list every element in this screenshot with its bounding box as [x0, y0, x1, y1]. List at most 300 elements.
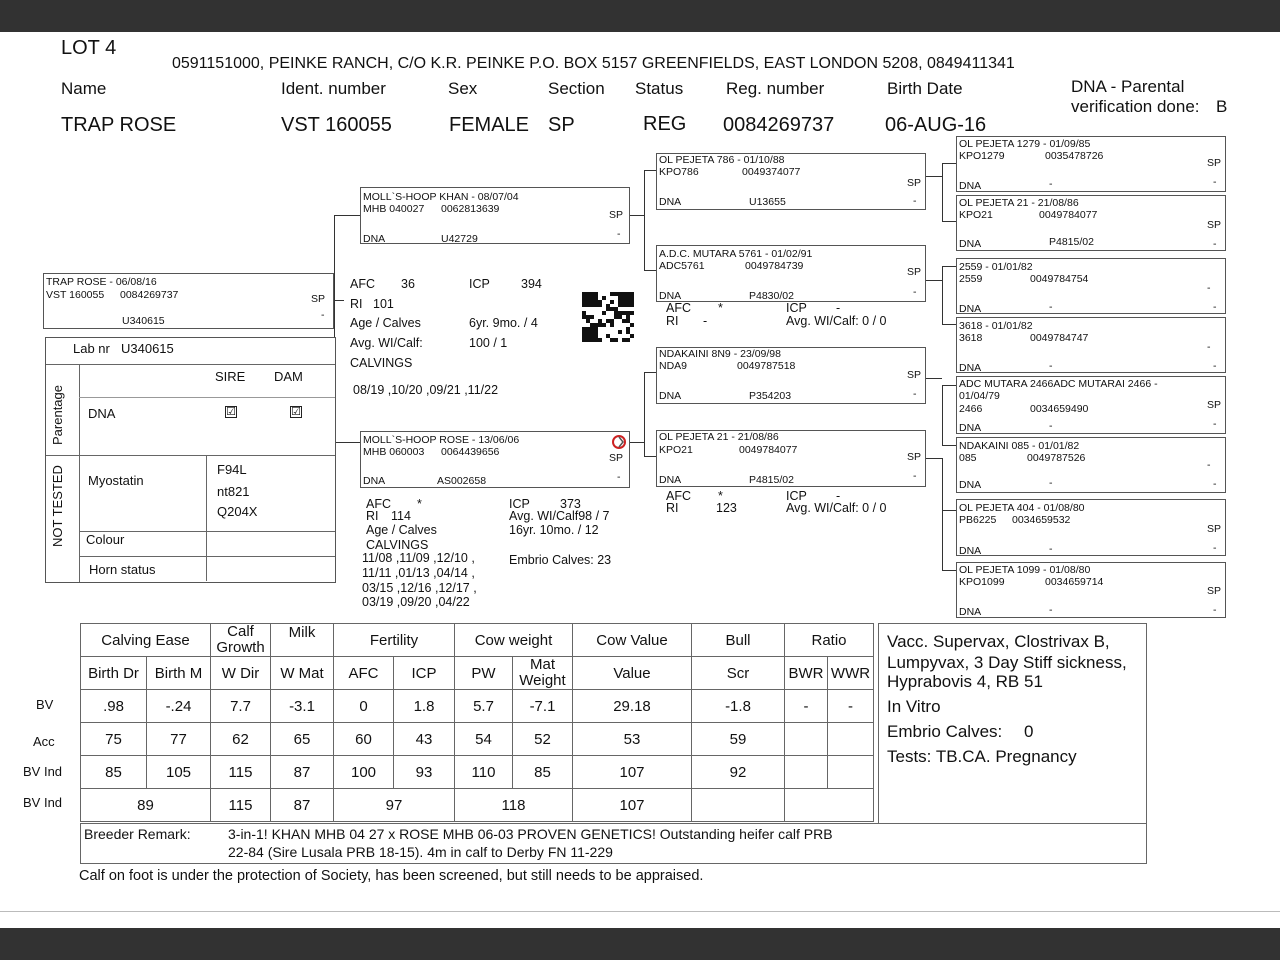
col-birth-dr: Birth Dr: [81, 657, 147, 690]
myostatin-value: nt821: [217, 484, 250, 499]
ggp-title-2: 01/04/79: [959, 390, 1000, 402]
great-grandparent-box: [956, 562, 1226, 618]
lab-dam-header: DAM: [274, 369, 303, 384]
gp-icp-label: ICP: [786, 489, 807, 503]
gp-dna-label: DNA: [659, 290, 682, 302]
dna-verification-value: B: [1216, 97, 1228, 116]
dam-age: 16yr. 10mo. / 12: [509, 523, 599, 537]
breeder-remark-box: [80, 823, 1147, 864]
ggp-id: 2466: [959, 403, 983, 415]
lab-nr-label: Lab nr: [73, 341, 110, 356]
connector: [630, 442, 644, 443]
ggp-title: 2559 - 01/01/82: [959, 261, 1033, 273]
ggp-title: NDAKAINI 085 - 01/01/82: [959, 440, 1080, 452]
gp-title: NDAKAINI 8N9 - 23/09/98: [659, 348, 781, 360]
gp-section: SP: [907, 451, 922, 463]
animal-box: [43, 273, 334, 329]
col-w-mat: W Mat: [271, 657, 334, 690]
col-mat-weight-a: Mat: [529, 656, 555, 673]
gp-id: KPO21: [659, 444, 693, 456]
ggp-dna-label: DNA: [959, 606, 982, 618]
label-birth: Birth Date: [887, 79, 963, 98]
dam-id: MHB 060003: [363, 446, 425, 458]
lab-nr-value: U340615: [121, 341, 174, 356]
animal-box-section: SP: [311, 293, 326, 305]
sire-ri-label: RI: [350, 297, 363, 311]
row-label-bv-ind: BV Ind: [23, 764, 63, 779]
ggp-section: SP: [1207, 219, 1222, 231]
gp-dna-label: DNA: [659, 390, 682, 402]
dam-age-label: Age / Calves: [366, 523, 437, 537]
bv-ind-cell: [785, 756, 828, 789]
acc-cell: 43: [394, 723, 455, 756]
animal-box-reg: 0084269737: [120, 289, 179, 301]
animal-box-title: TRAP ROSE - 06/08/16: [46, 276, 157, 288]
ggp-dna: -: [1049, 604, 1053, 616]
lab-sire-header: SIRE: [215, 369, 246, 384]
ggp-reg: 0049784754: [1030, 273, 1089, 285]
top-bar: [0, 0, 1280, 32]
great-grandparent-box: [956, 136, 1226, 192]
gp-dash: -: [913, 195, 917, 207]
ggp-dna: P4815/02: [1049, 236, 1094, 248]
qr-code-icon: [582, 292, 634, 342]
sire-dna-label: DNA: [363, 233, 386, 245]
col-mat-weight-b: Weight: [519, 672, 566, 689]
ggp-title: ADC MUTARA 2466ADC MUTARAI 2466 -: [959, 378, 1158, 390]
vaccination-3: Hyprabovis 4, RB 51: [887, 672, 1043, 691]
connector: [926, 280, 942, 281]
gp-dna: U13655: [749, 196, 786, 208]
bv-cell: -.24: [147, 690, 211, 723]
dam-calvings-2: 11/11 ,01/13 ,04/14 ,: [362, 566, 475, 580]
dam-dna-checkbox: ☑: [291, 406, 301, 418]
dam-afc: *: [417, 497, 422, 511]
ggp-reg: 0049784747: [1030, 332, 1089, 344]
animal-ident: VST 160055: [281, 114, 392, 136]
ggp-dash: -: [1213, 604, 1217, 616]
group-calving-ease: Calving Ease: [81, 624, 211, 657]
divider: [0, 911, 1280, 912]
gp-dna: P4815/02: [749, 474, 794, 486]
colour-label: Colour: [86, 532, 125, 547]
dam-calvings-1: 11/08 ,11/09 ,12/10 ,: [362, 551, 475, 565]
dam-afc-label: AFC: [366, 497, 391, 511]
bv-ind-cell: [828, 756, 874, 789]
ggp-dash: -: [1213, 238, 1217, 250]
dam-embrio-calves: Embrio Calves: 23: [509, 553, 612, 567]
lab-dna-label: DNA: [88, 406, 116, 421]
gp-dash: -: [913, 388, 917, 400]
acc-cell: 54: [455, 723, 513, 756]
animal-reg: 0084269737: [723, 114, 835, 136]
bv-ind-group-cell: 87: [271, 789, 334, 822]
gp-reg: 0049787518: [737, 360, 796, 372]
gp-ri: 123: [716, 501, 737, 515]
sire-dna-checkbox: ☑: [226, 406, 236, 418]
animal-box-dna: U340615: [122, 315, 165, 327]
sire-ri: 101: [373, 297, 394, 311]
gp-reg: 0049784077: [739, 444, 798, 456]
dam-ri: 114: [391, 509, 411, 523]
animal-birth: 06-AUG-16: [885, 114, 987, 136]
gp-icp: -: [836, 301, 841, 315]
grandparent-box: [656, 153, 926, 210]
row-label-bv-ind-2: BV Ind: [23, 795, 63, 810]
sire-avg: 100 / 1: [469, 336, 508, 350]
dam-calvings-4: 03/19 ,09/20 ,04/22: [362, 595, 470, 609]
connector: [942, 458, 943, 570]
group-cow-value: Cow Value: [573, 624, 692, 657]
ggp-section: -: [1207, 459, 1211, 471]
gp-section: SP: [907, 177, 922, 189]
great-grandparent-box: [956, 376, 1226, 434]
ggp-reg: 0034659714: [1045, 576, 1104, 588]
gp-id: KPO786: [659, 166, 699, 178]
ggp-dna-label: DNA: [959, 238, 982, 250]
dam-calvings-3: 03/15 ,12/16 ,12/17 ,: [362, 581, 477, 595]
label-name: Name: [61, 79, 107, 98]
connector: [942, 163, 943, 221]
ggp-id: KPO1279: [959, 150, 1005, 162]
gp-dna-label: DNA: [659, 474, 682, 486]
sire-avg-label: Avg. WI/Calf:: [350, 336, 423, 350]
gp-dash: -: [913, 470, 917, 482]
acc-cell: 75: [81, 723, 147, 756]
group-fertility: Fertility: [334, 624, 455, 657]
great-grandparent-box: [956, 437, 1226, 493]
sire-age-label: Age / Calves: [350, 316, 421, 330]
animal-section: SP: [548, 114, 575, 136]
ggp-id: 2559: [959, 273, 983, 285]
connector: [644, 170, 645, 270]
dam-box: [360, 431, 630, 488]
lab-panel: [45, 337, 336, 583]
not-tested-label: NOT TESTED: [50, 465, 65, 547]
row-bv-ind: [81, 756, 874, 789]
animal-box-id: VST 160055: [46, 289, 105, 301]
dam-calvings-label: CALVINGS: [366, 538, 429, 552]
bv-ind-cell: 93: [394, 756, 455, 789]
sire-afc-label: AFC: [350, 277, 375, 291]
sire-dash: -: [617, 228, 621, 240]
bv-ind-cell: 87: [271, 756, 334, 789]
sire-calvings-label: CALVINGS: [350, 356, 413, 370]
bv-ind-cell: 105: [147, 756, 211, 789]
col-value: Value: [573, 657, 692, 690]
connector: [942, 445, 956, 446]
ggp-title: OL PEJETA 1099 - 01/08/80: [959, 564, 1091, 576]
label-ident: Ident. number: [281, 79, 386, 98]
dam-reg: 0064439656: [441, 446, 500, 458]
grandparent-box: [656, 430, 926, 487]
ggp-dash: -: [1213, 360, 1217, 372]
col-w-dir: W Dir: [211, 657, 271, 690]
dam-dash: -: [617, 471, 621, 483]
ggp-section: SP: [1207, 399, 1222, 411]
ggp-dna-label: DNA: [959, 362, 982, 374]
connector: [942, 385, 956, 386]
dam-title: MOLL`S-HOOP ROSE - 13/06/06: [363, 434, 520, 446]
dam-section: SP: [609, 452, 624, 464]
gp-id: ADC5761: [659, 260, 705, 272]
ggp-section: SP: [1207, 585, 1222, 597]
acc-cell: 77: [147, 723, 211, 756]
label-dna-1: DNA - Parental: [1071, 77, 1185, 96]
dam-icp: 373: [560, 497, 581, 511]
animal-sex: FEMALE: [449, 114, 530, 136]
in-vitro: In Vitro: [887, 697, 941, 716]
sire-dna: U42729: [441, 233, 478, 245]
label-section: Section: [548, 79, 605, 98]
ggp-section: -: [1207, 282, 1211, 294]
tests: Tests: TB.CA. Pregnancy: [887, 747, 1077, 766]
great-grandparent-box: [956, 258, 1226, 314]
bv-cell: -1.8: [692, 690, 785, 723]
breeder-remark-label: Breeder Remark:: [84, 826, 191, 842]
row-label-acc: Acc: [33, 734, 55, 749]
bv-cell: 7.7: [211, 690, 271, 723]
ggp-dash: -: [1213, 478, 1217, 490]
label-reg: Reg. number: [726, 79, 825, 98]
gp-afc-label: AFC: [666, 489, 691, 503]
myostatin-label: Myostatin: [88, 473, 144, 488]
myostatin-value: Q204X: [217, 504, 258, 519]
gp-reg: 0049374077: [742, 166, 801, 178]
gp-ri-label: RI: [666, 314, 679, 328]
grandparent-box: [656, 347, 926, 404]
ggp-dna: -: [1049, 301, 1053, 313]
divider: [79, 397, 335, 398]
bv-ind-cell: 107: [573, 756, 692, 789]
group-calf-growth-b: Growth: [216, 639, 265, 656]
gp-ri-label: RI: [666, 501, 679, 515]
gp-id: NDA9: [659, 360, 688, 372]
ggp-id: PB6225: [959, 514, 997, 526]
gp-avg: Avg. WI/Calf: 0 / 0: [786, 501, 887, 515]
bv-ind-group-cell: 118: [455, 789, 573, 822]
connector: [630, 215, 644, 216]
grandparent-box: [656, 245, 926, 302]
bv-cell: 0: [334, 690, 394, 723]
bv-cell: -3.1: [271, 690, 334, 723]
gp-title: OL PEJETA 21 - 21/08/86: [659, 431, 779, 443]
bv-cell: 5.7: [455, 690, 513, 723]
col-birth-m: Birth M: [147, 657, 211, 690]
group-calf-growth: [211, 624, 271, 657]
connector: [942, 163, 956, 164]
bv-ind-cell: 85: [513, 756, 573, 789]
gp-dna-label: DNA: [659, 196, 682, 208]
ggp-dna-label: DNA: [959, 180, 982, 192]
divider: [46, 364, 335, 365]
sire-calvings: 08/19 ,10/20 ,09/21 ,11/22: [353, 383, 499, 397]
connector: [926, 176, 942, 177]
ggp-dna: -: [1049, 543, 1053, 555]
gp-section: SP: [907, 369, 922, 381]
breeder-remark-1: 3-in-1! KHAN MHB 04 27 x ROSE MHB 06-03 PROVEN GENETICS! Outstanding heifer calf PRB: [228, 826, 833, 842]
sire-icp: 394: [521, 277, 542, 291]
bv-ind-group-cell: [785, 789, 874, 822]
connector: [942, 221, 956, 222]
ggp-title: OL PEJETA 1279 - 01/09/85: [959, 138, 1091, 150]
ggp-reg: 0034659490: [1030, 403, 1089, 415]
great-grandparent-box: [956, 499, 1226, 556]
bv-cell: 1.8: [394, 690, 455, 723]
great-grandparent-box: [956, 317, 1226, 373]
bv-ind-group-cell: 115: [211, 789, 271, 822]
gp-ri: -: [703, 314, 708, 328]
connector: [942, 324, 956, 325]
connector: [942, 266, 943, 324]
ggp-reg: 0049787526: [1027, 452, 1086, 464]
col-wwr: WWR: [828, 657, 874, 690]
col-afc: AFC: [334, 657, 394, 690]
sire-age: 6yr. 9mo. / 4: [469, 316, 538, 330]
bv-ind-cell: 85: [81, 756, 147, 789]
bv-cell: 29.18: [573, 690, 692, 723]
gp-afc-label: AFC: [666, 301, 691, 315]
bv-ind-group-cell: 97: [334, 789, 455, 822]
acc-cell: 65: [271, 723, 334, 756]
ggp-dna-label: DNA: [959, 479, 982, 491]
bv-ind-cell: 115: [211, 756, 271, 789]
sire-reg: 0062813639: [441, 203, 500, 215]
ggp-reg: 0049784077: [1039, 209, 1098, 221]
connector: [942, 385, 943, 445]
horn-status-label: Horn status: [89, 562, 156, 577]
label-sex: Sex: [448, 79, 478, 98]
divider: [46, 455, 335, 456]
lot-number: LOT 4: [61, 37, 117, 59]
bv-ind-group-cell: [692, 789, 785, 822]
sire-title: MOLL`S-HOOP KHAN - 08/07/04: [363, 191, 519, 203]
dam-icp-label: ICP: [509, 497, 530, 511]
animal-status: REG: [643, 113, 687, 135]
col-scr: Scr: [692, 657, 785, 690]
col-mat-weight: [513, 657, 573, 690]
gp-dash: -: [913, 286, 917, 298]
ggp-id: KPO21: [959, 209, 993, 221]
great-grandparent-box: [956, 195, 1226, 251]
bv-ind-group-cell: 89: [81, 789, 211, 822]
vaccination-1: Vacc. Supervax, Clostrivax B,: [887, 632, 1110, 651]
sire-section: SP: [609, 209, 624, 221]
parentage-label: Parentage: [50, 385, 65, 445]
ggp-reg: 0034659532: [1012, 514, 1071, 526]
divider: [79, 556, 335, 557]
society-logo-icon: [611, 434, 627, 450]
bv-cell: .98: [81, 690, 147, 723]
bv-ind-cell: 110: [455, 756, 513, 789]
bv-cell: -: [828, 690, 874, 723]
connector: [942, 510, 956, 511]
gp-icp-label: ICP: [786, 301, 807, 315]
dam-avg: Avg. WI/Calf98 / 7: [509, 509, 610, 523]
bv-cell: -: [785, 690, 828, 723]
acc-cell: [828, 723, 874, 756]
breeding-values-table: [80, 623, 874, 822]
connector: [644, 372, 645, 456]
ggp-dash: -: [1213, 418, 1217, 430]
ggp-dna-label: DNA: [959, 422, 982, 434]
ggp-dna-label: DNA: [959, 303, 982, 315]
ggp-title: OL PEJETA 21 - 21/08/86: [959, 197, 1079, 209]
acc-cell: 52: [513, 723, 573, 756]
col-bwr: BWR: [785, 657, 828, 690]
acc-cell: 60: [334, 723, 394, 756]
ggp-title: OL PEJETA 404 - 01/08/80: [959, 502, 1085, 514]
acc-cell: 59: [692, 723, 785, 756]
bv-cell: -7.1: [513, 690, 573, 723]
row-label-bv: BV: [36, 697, 54, 712]
sire-afc: 36: [401, 277, 415, 291]
gp-section: SP: [907, 266, 922, 278]
ggp-dash: -: [1213, 301, 1217, 313]
sire-box: [360, 187, 630, 244]
row-bv: [81, 690, 874, 723]
bottom-bar: [0, 928, 1280, 960]
gp-avg: Avg. WI/Calf: 0 / 0: [786, 314, 887, 328]
gp-dna: P4830/02: [749, 290, 794, 302]
connector: [926, 458, 942, 459]
animal-name: TRAP ROSE: [61, 114, 177, 136]
group-bull: Bull: [692, 624, 785, 657]
gp-title: A.D.C. MUTARA 5761 - 01/02/91: [659, 248, 813, 260]
gp-afc: *: [718, 489, 723, 503]
bv-ind-cell: 100: [334, 756, 394, 789]
dam-ri-label: RI: [366, 509, 379, 523]
breeder-address: 0591151000, PEINKE RANCH, C/O K.R. PEINKE P.O. BOX 5157 GREENFIELDS, EAST LONDON 5208, 0849411341: [172, 55, 1015, 72]
row-bv-ind-group: [81, 789, 874, 822]
notes-panel: [878, 623, 1147, 824]
group-ratio: Ratio: [785, 624, 874, 657]
col-pw: PW: [455, 657, 513, 690]
connector: [942, 266, 956, 267]
breeder-remark-2: 22-84 (Sire Lusala PRB 18-15). 4m in calf to Derby FN 11-229: [228, 844, 613, 860]
gp-title: OL PEJETA 786 - 01/10/88: [659, 154, 785, 166]
embrio-calves-label: Embrio Calves:: [887, 722, 1003, 741]
gp-reg: 0049784739: [745, 260, 804, 272]
group-cow-weight: Cow weight: [455, 624, 573, 657]
ggp-id: KPO1099: [959, 576, 1005, 588]
sire-icp-label: ICP: [469, 277, 490, 291]
connector: [942, 570, 956, 571]
bv-ind-group-cell: 107: [573, 789, 692, 822]
ggp-dna-label: DNA: [959, 545, 982, 557]
ggp-section: SP: [1207, 157, 1222, 169]
ggp-reg: 0035478726: [1045, 150, 1104, 162]
label-status: Status: [635, 79, 684, 98]
gp-icp: -: [836, 489, 841, 503]
ggp-dna: -: [1049, 360, 1053, 372]
acc-cell: [785, 723, 828, 756]
ggp-id: 085: [959, 452, 977, 464]
ggp-dash: -: [1213, 542, 1217, 554]
connector: [334, 215, 360, 216]
connector: [334, 300, 344, 301]
group-milk: Milk: [271, 624, 334, 657]
connector: [334, 442, 360, 443]
gp-afc: *: [718, 301, 723, 315]
acc-cell: 62: [211, 723, 271, 756]
ggp-section: SP: [1207, 523, 1222, 535]
embrio-calves-value: 0: [1024, 722, 1034, 741]
ggp-dna: -: [1049, 178, 1053, 190]
col-icp: ICP: [394, 657, 455, 690]
ggp-dna: -: [1049, 477, 1053, 489]
bv-ind-cell: 92: [692, 756, 785, 789]
